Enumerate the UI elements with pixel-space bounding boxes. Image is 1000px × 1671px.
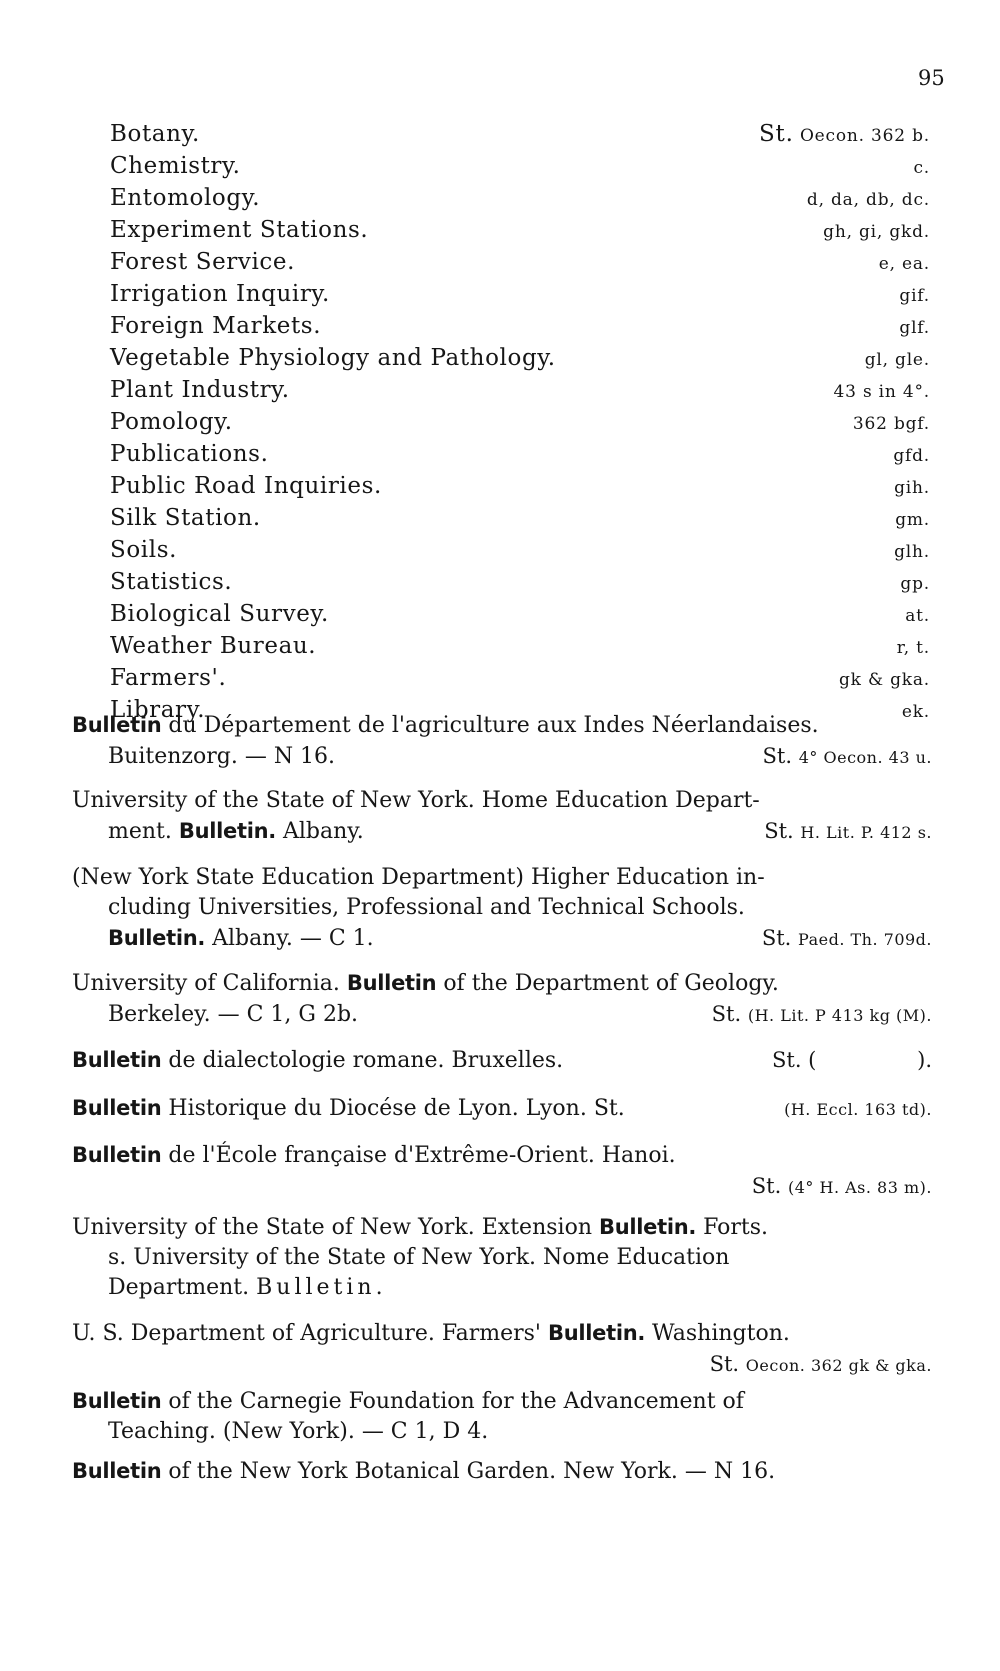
entry-shelfmark: Oecon. 362 gk & gka. <box>745 1356 932 1375</box>
subseries-row <box>110 345 930 377</box>
entry-keyword: Bulletin. <box>178 819 276 843</box>
subseries-shelfmark: gm. <box>895 510 930 530</box>
subseries-row <box>110 185 930 217</box>
entry-location: Albany. — C 1. <box>212 926 374 951</box>
subseries-shelfmark: gih. <box>894 478 930 498</box>
subseries-shelfmark: gp. <box>900 574 930 594</box>
subseries-shelfmark: gk & gka. <box>838 670 930 690</box>
subseries-shelfmark: e, ea. <box>878 254 930 274</box>
subseries-st: St. <box>759 121 794 147</box>
subseries-row <box>110 409 930 441</box>
entry-keyword: Bulletin. <box>108 926 206 950</box>
entry-title: (New York State Education Department) Higher Education in- <box>72 865 765 890</box>
entry-text: U. S. Department of Agriculture. Farmers' <box>72 1321 541 1346</box>
subseries-code <box>839 670 930 690</box>
entry-st: St. <box>764 819 794 843</box>
entry-st: St. <box>711 1002 742 1026</box>
subseries-label: Forest Service. <box>110 249 296 275</box>
subseries-code <box>879 254 930 274</box>
bibliography-entry <box>72 786 932 848</box>
subseries-row <box>110 153 930 185</box>
entry-location: Berkeley. — C 1, G 2b. <box>108 1002 359 1027</box>
subseries-shelfmark: 362 bgf. <box>852 414 930 434</box>
entry-st: St. <box>761 926 792 950</box>
subseries-code <box>853 414 930 434</box>
subseries-label: Pomology. <box>110 409 233 435</box>
entry-text: s. University of the State of New York. Nome Education <box>108 1245 730 1270</box>
subseries-label: Library. <box>110 697 206 723</box>
subseries-label: Experiment Stations. <box>110 217 369 243</box>
subseries-label: Silk Station. <box>110 505 261 531</box>
subseries-label: Irrigation Inquiry. <box>110 281 330 307</box>
entry-st: St. <box>709 1352 740 1376</box>
entry-st: St. ( <box>772 1048 817 1072</box>
bibliography-entry <box>72 710 932 773</box>
subseries-code <box>899 318 930 338</box>
subseries-shelfmark: gfd. <box>893 446 930 466</box>
subseries-code <box>913 158 930 178</box>
entry-title: University of the State of New York. Home Education Depart- <box>72 788 760 813</box>
subseries-row <box>110 441 930 473</box>
bibliography-entry <box>72 1093 932 1125</box>
subseries-label: Farmers'. <box>110 665 227 691</box>
subseries-row <box>110 505 930 537</box>
entry-shelfmark: (H. Lit. P 413 kg (M). <box>747 1006 932 1025</box>
entry-text: cluding Universities, Professional and Technical Schools. <box>108 895 745 920</box>
entry-shelfmark: H. Lit. P. 412 s. <box>800 823 932 842</box>
subseries-shelfmark: gh, gi, gkd. <box>823 222 930 242</box>
subseries-row <box>110 473 930 505</box>
subseries-shelfmark: gl, gle. <box>864 350 930 370</box>
entry-keyword-spaced: Bulletin. <box>256 1275 387 1300</box>
subseries-code <box>807 190 930 210</box>
bibliography-entry <box>72 1456 932 1487</box>
subseries-list <box>110 121 930 729</box>
entry-shelfmark: Paed. Th. 709d. <box>798 930 932 949</box>
bibliography-entry <box>72 1212 932 1303</box>
entry-keyword: Bulletin <box>72 713 162 737</box>
subseries-shelfmark: r, t. <box>896 638 930 658</box>
entry-shelfmark-close: ). <box>917 1048 932 1072</box>
subseries-shelfmark: ek. <box>901 702 930 722</box>
entry-title: Historique du Diocése de Lyon. Lyon. St. <box>168 1096 625 1121</box>
subseries-code <box>899 286 930 306</box>
subseries-shelfmark: glh. <box>894 542 930 562</box>
entry-keyword: Bulletin <box>72 1389 162 1413</box>
subseries-shelfmark: at. <box>905 606 930 626</box>
entry-title: de l'École française d'Extrême-Orient. Hanoi. <box>168 1143 676 1168</box>
subseries-shelfmark: gif. <box>899 286 930 306</box>
entry-title: of the Department of Geology. <box>443 971 779 996</box>
subseries-label: Weather Bureau. <box>110 633 317 659</box>
subseries-label: Entomology. <box>110 185 261 211</box>
subseries-row <box>110 633 930 665</box>
bibliography-entry <box>72 1140 932 1203</box>
entry-text: University of California. <box>72 971 340 996</box>
entry-text: Forts. <box>703 1215 769 1240</box>
entry-text: Teaching. (New York). — C 1, D 4. <box>108 1419 489 1444</box>
subseries-code <box>865 350 930 370</box>
subseries-label: Biological Survey. <box>110 601 329 627</box>
subseries-code <box>895 510 930 530</box>
subseries-label: Soils. <box>110 537 178 563</box>
subseries-code <box>900 574 930 594</box>
subseries-label: Statistics. <box>110 569 233 595</box>
subseries-label: Botany. <box>110 121 200 147</box>
entry-shelfmark: 4° Oecon. 43 u. <box>798 748 932 767</box>
subseries-row <box>110 121 930 153</box>
bibliography-entry <box>72 1318 932 1381</box>
subseries-code <box>897 638 930 658</box>
subseries-row <box>110 665 930 697</box>
entry-text: ment. <box>108 819 172 844</box>
subseries-code <box>759 121 930 147</box>
subseries-label: Foreign Markets. <box>110 313 322 339</box>
subseries-shelfmark: d, da, db, dc. <box>806 190 930 210</box>
subseries-code <box>894 478 930 498</box>
entry-title: de dialectologie romane. Bruxelles. <box>168 1048 564 1073</box>
entry-title: du Département de l'agriculture aux Indes Néerlandaises. <box>168 713 819 738</box>
entry-title: of the New York Botanical Garden. New York. — N 16. <box>168 1459 776 1484</box>
bibliography-entry <box>72 863 932 955</box>
entry-shelfmark: (4° H. As. 83 m). <box>787 1178 932 1197</box>
subseries-row <box>110 281 930 313</box>
entry-st: St. <box>751 1174 782 1198</box>
subseries-label: Vegetable Physiology and Pathology. <box>110 345 556 371</box>
subseries-code <box>894 542 930 562</box>
subseries-row <box>110 217 930 249</box>
subseries-code <box>834 382 930 402</box>
subseries-row <box>110 313 930 345</box>
entry-keyword: Bulletin <box>72 1048 162 1072</box>
subseries-code <box>905 606 930 626</box>
entry-keyword: Bulletin. <box>599 1215 697 1239</box>
entry-title: of the Carnegie Foundation for the Advancement of <box>168 1389 744 1414</box>
entry-keyword: Bulletin <box>346 971 437 995</box>
subseries-shelfmark: Oecon. 362 b. <box>799 126 930 146</box>
subseries-row <box>110 569 930 601</box>
entry-st: St. <box>762 744 793 768</box>
subseries-row <box>110 249 930 281</box>
subseries-label: Chemistry. <box>110 153 241 179</box>
entry-keyword: Bulletin <box>72 1459 162 1483</box>
subseries-code <box>893 446 930 466</box>
entry-location: Buitenzorg. — N 16. <box>108 744 336 769</box>
subseries-shelfmark: 43 s in 4°. <box>833 382 930 402</box>
entry-keyword: Bulletin <box>72 1096 162 1120</box>
subseries-code <box>823 222 930 242</box>
subseries-row <box>110 377 930 409</box>
page-number: 95 <box>918 66 945 90</box>
subseries-shelfmark: glf. <box>899 318 930 338</box>
bibliography-entry <box>72 1386 932 1447</box>
entry-text: University of the State of New York. Extension <box>72 1215 592 1240</box>
entry-location: Albany. <box>282 819 364 844</box>
bibliography-entry <box>72 1045 932 1076</box>
subseries-label: Public Road Inquiries. <box>110 473 382 499</box>
subseries-shelfmark: c. <box>913 158 930 178</box>
subseries-label: Plant Industry. <box>110 377 290 403</box>
bibliography-entry <box>72 968 932 1031</box>
subseries-label: Publications. <box>110 441 269 467</box>
entry-location: Washington. <box>652 1321 790 1346</box>
subseries-row <box>110 537 930 569</box>
entry-keyword: Bulletin <box>72 1143 162 1167</box>
subseries-row <box>110 601 930 633</box>
entry-shelfmark: (H. Eccl. 163 td). <box>784 1100 932 1119</box>
entry-text: Department. <box>108 1275 250 1300</box>
entry-keyword: Bulletin. <box>547 1321 646 1345</box>
